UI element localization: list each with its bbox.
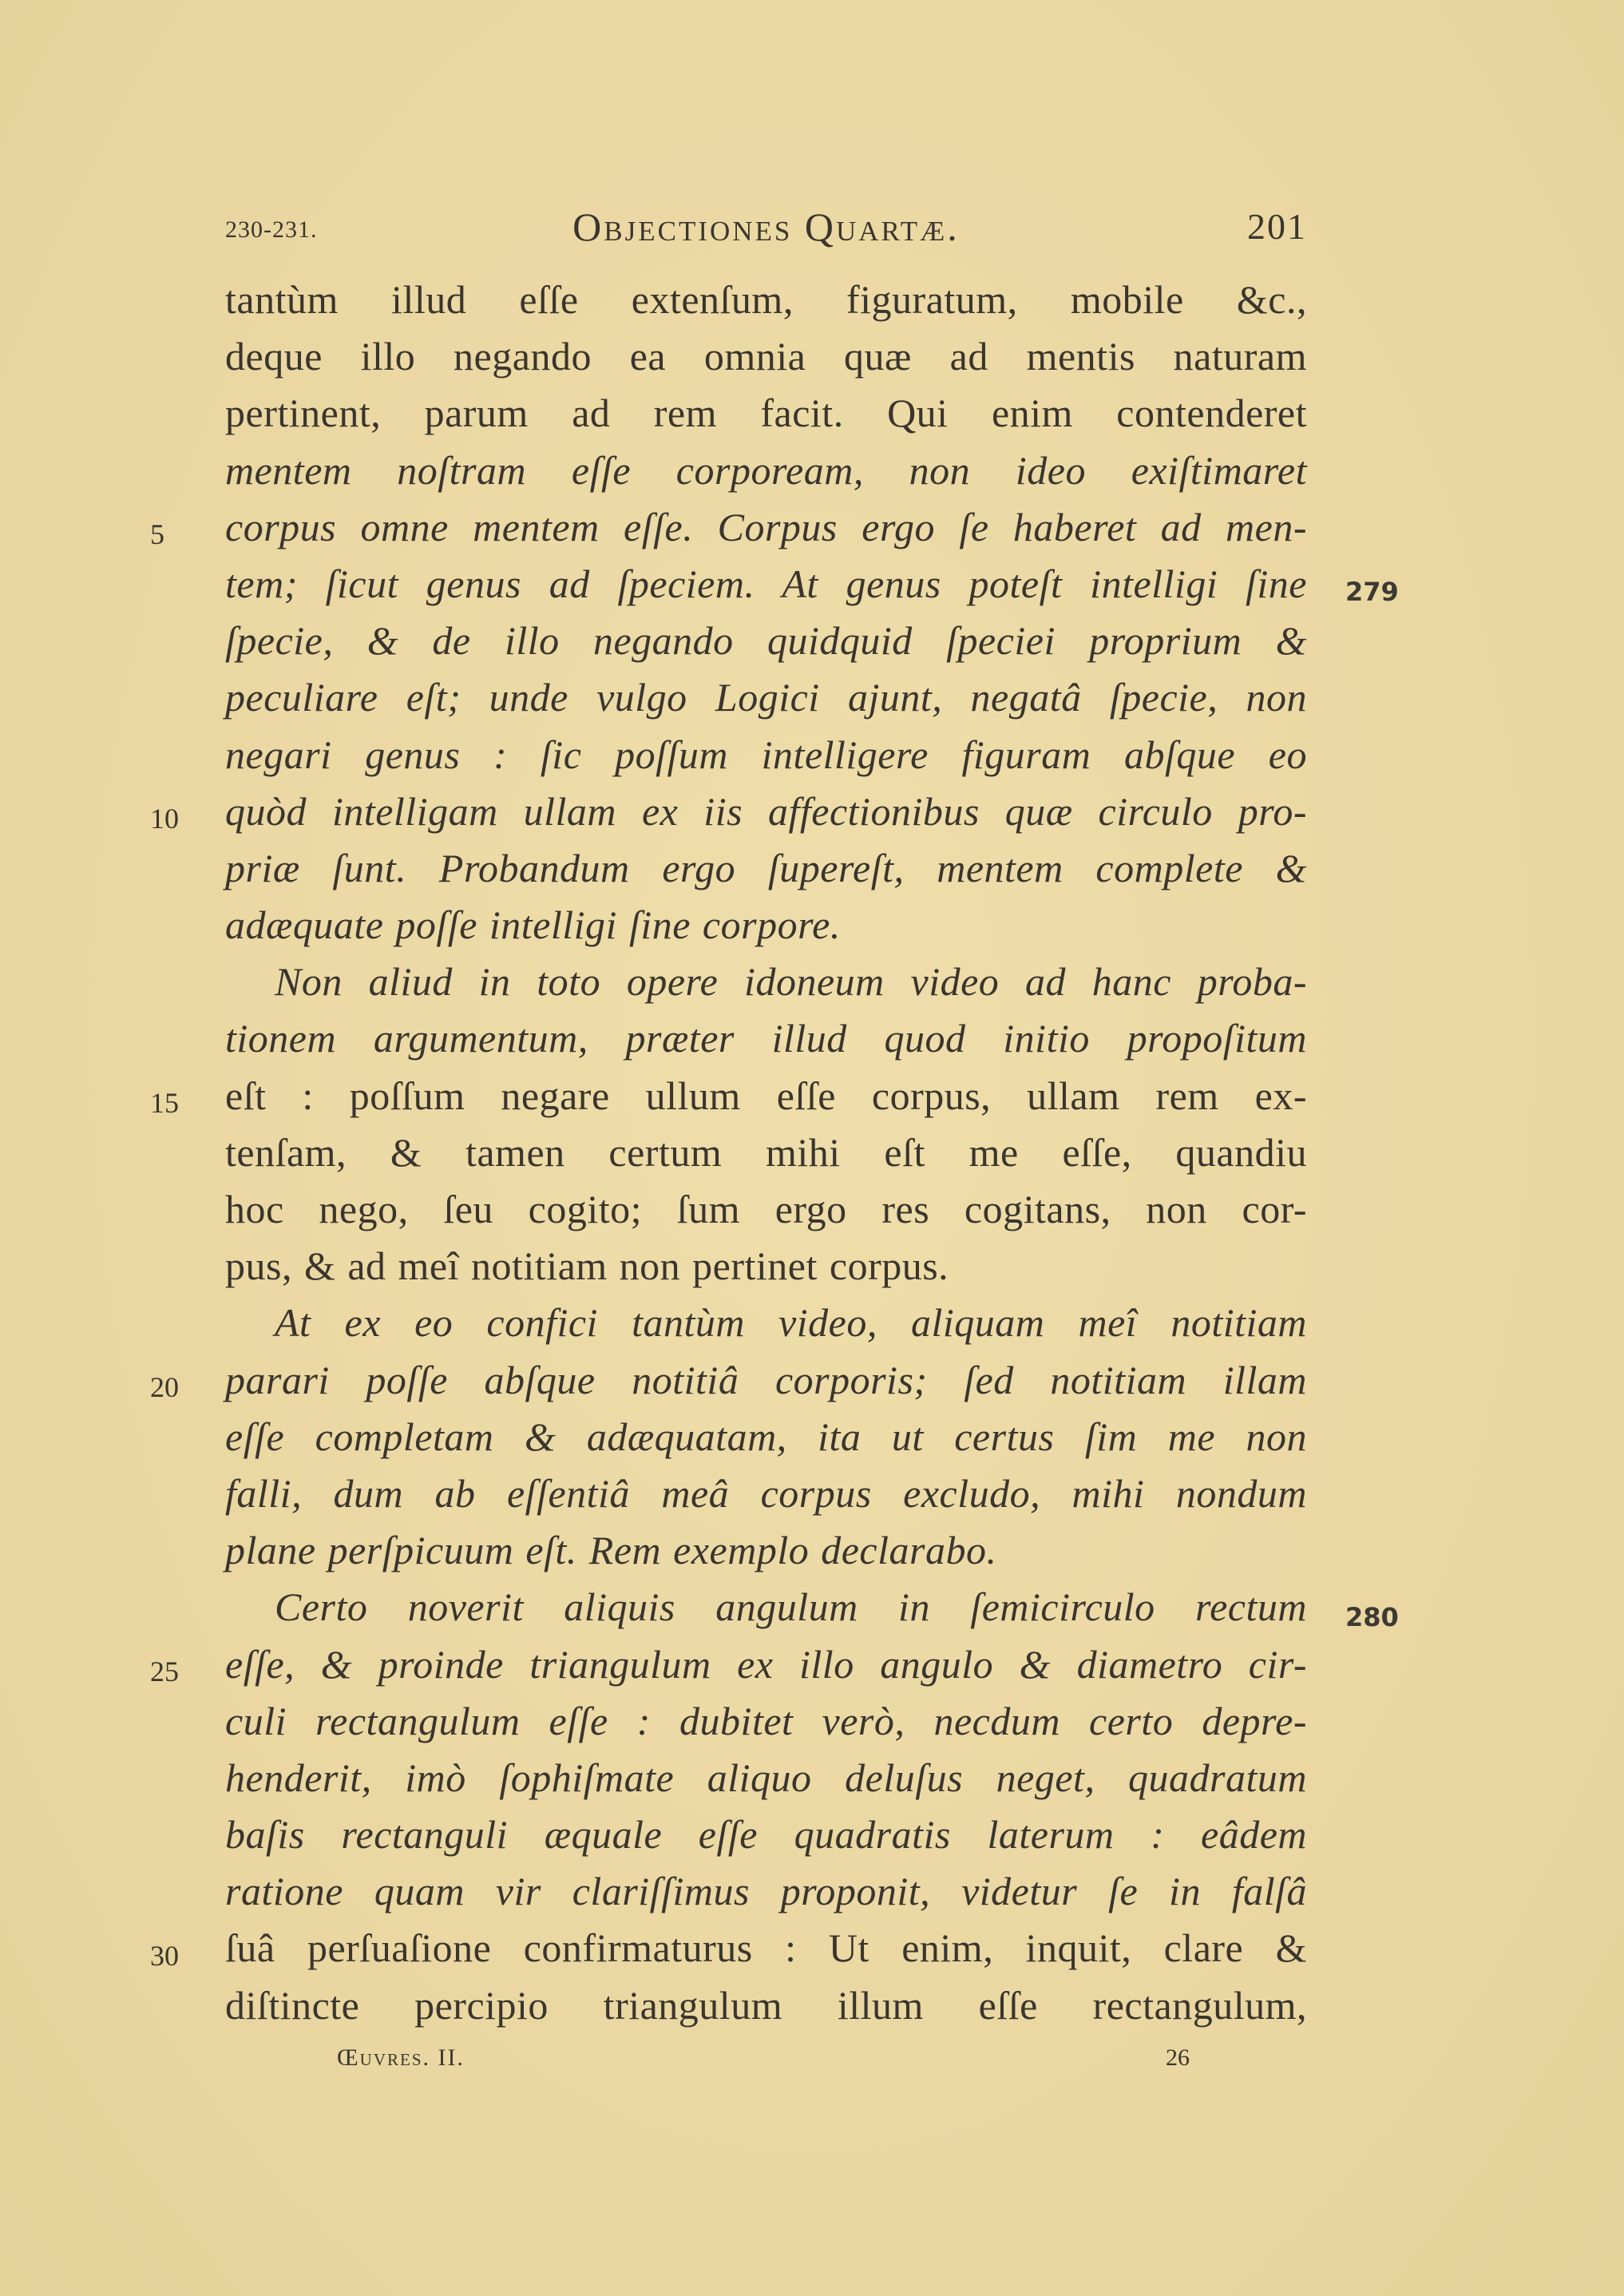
text-line: tantùm illud eſſe extenſum, figuratum, mobile &c., (225, 277, 1307, 322)
text-line: parari poſſe abſque notitiâ corporis; ſed notitiam illam (225, 1357, 1307, 1402)
page-footer (225, 2044, 1307, 2084)
text-line: henderit, imò ſophiſmate aliquo deluſus neget, quadratum (225, 1755, 1307, 1800)
text-line: falli, dum ab eſſentiâ meâ corpus excludo, mihi nondum (225, 1470, 1307, 1516)
margin-page-ref: 280 (1345, 1602, 1399, 1632)
text-line: deque illo negando ea omnia quæ ad mentis naturam (225, 334, 1307, 379)
text-line: plane perſpicuum eſt. Rem exemplo declarabo. (225, 1528, 997, 1573)
text-line: ſuâ perſuaſione confirmaturus : Ut enim, inquit, clare & (225, 1925, 1307, 1971)
text-line: eſſe completam & adæquatam, ita ut certus ſim me non (225, 1414, 1307, 1459)
line-number: 20 (150, 1371, 179, 1403)
text-line: diſtincte percipio triangulum illum eſſe rectangulum, (225, 1982, 1307, 2028)
signature-mark: 26 (1166, 2044, 1190, 2071)
page-range: 230-231. (225, 216, 318, 243)
line-number: 25 (150, 1656, 179, 1687)
margin-page-ref: 279 (1345, 577, 1399, 607)
text-line: tionem argumentum, præter illud quod initio propoſitum (225, 1016, 1307, 1061)
text-line: ratione quam vir clariſſimus proponit, videtur ſe in falſâ (225, 1869, 1307, 1914)
text-line: ſpecie, & de illo negando quidquid ſpeciei proprium & (225, 618, 1307, 664)
footer-title: Œuvres. II. (337, 2044, 465, 2071)
text-line: quòd intelligam ullam ex iis affectionibus quæ circulo pro- (225, 788, 1307, 834)
line-number: 15 (150, 1087, 179, 1119)
text-line: At ex eo confici tantùm video, aliquam meî notitiam (275, 1300, 1307, 1346)
body-text (225, 272, 1307, 2034)
text-line: tem; ſicut genus ad ſpeciem. At genus poteſt intelligi ſine (225, 561, 1307, 606)
text-line: tenſam, & tamen certum mihi eſt me eſſe, quandiu (225, 1129, 1307, 1175)
text-line: negari genus : ſic poſſum intelligere figuram abſque eo (225, 732, 1307, 777)
text-line: adæquate poſſe intelligi ſine corpore. (225, 902, 841, 948)
text-line: peculiare eſt; unde vulgo Logici ajunt, negatâ ſpecie, non (225, 675, 1307, 720)
text-line: Non aliud in toto opere idoneum video ad hanc proba- (275, 959, 1307, 1005)
text-line: hoc nego, ſeu cogito; ſum ergo res cogitans, non cor- (225, 1187, 1307, 1231)
line-number: 30 (150, 1940, 179, 1972)
text-line: eſt : poſſum negare ullum eſſe corpus, ullam rem ex- (225, 1073, 1307, 1118)
text-line: pus, & ad meî notitiam non pertinet corpus. (225, 1243, 949, 1289)
running-head (225, 204, 1307, 260)
line-number: 5 (150, 518, 164, 550)
page-title: Objectiones Quartæ. (572, 204, 960, 249)
line-number: 10 (150, 803, 179, 835)
text-line: culi rectangulum eſſe : dubitet verò, necdum certo depre- (225, 1698, 1307, 1743)
text-line: baſis rectanguli æquale eſſe quadratis laterum : eâdem (225, 1812, 1307, 1858)
page-number: 201 (1247, 206, 1307, 247)
text-line: corpus omne mentem eſſe. Corpus ergo ſe haberet ad men- (225, 504, 1307, 549)
text-line: Certo noverit aliquis angulum in ſemicirculo rectum (275, 1584, 1307, 1630)
text-line: pertinent, parum ad rem facit. Qui enim contenderet (225, 391, 1307, 436)
text-line: eſſe, & proinde triangulum ex illo angulo & diametro cir- (225, 1641, 1307, 1687)
text-line: mentem noſtram eſſe corpoream, non ideo exiſtimaret (225, 447, 1307, 493)
text-line: priæ ſunt. Probandum ergo ſupereſt, mentem complete & (225, 845, 1307, 890)
